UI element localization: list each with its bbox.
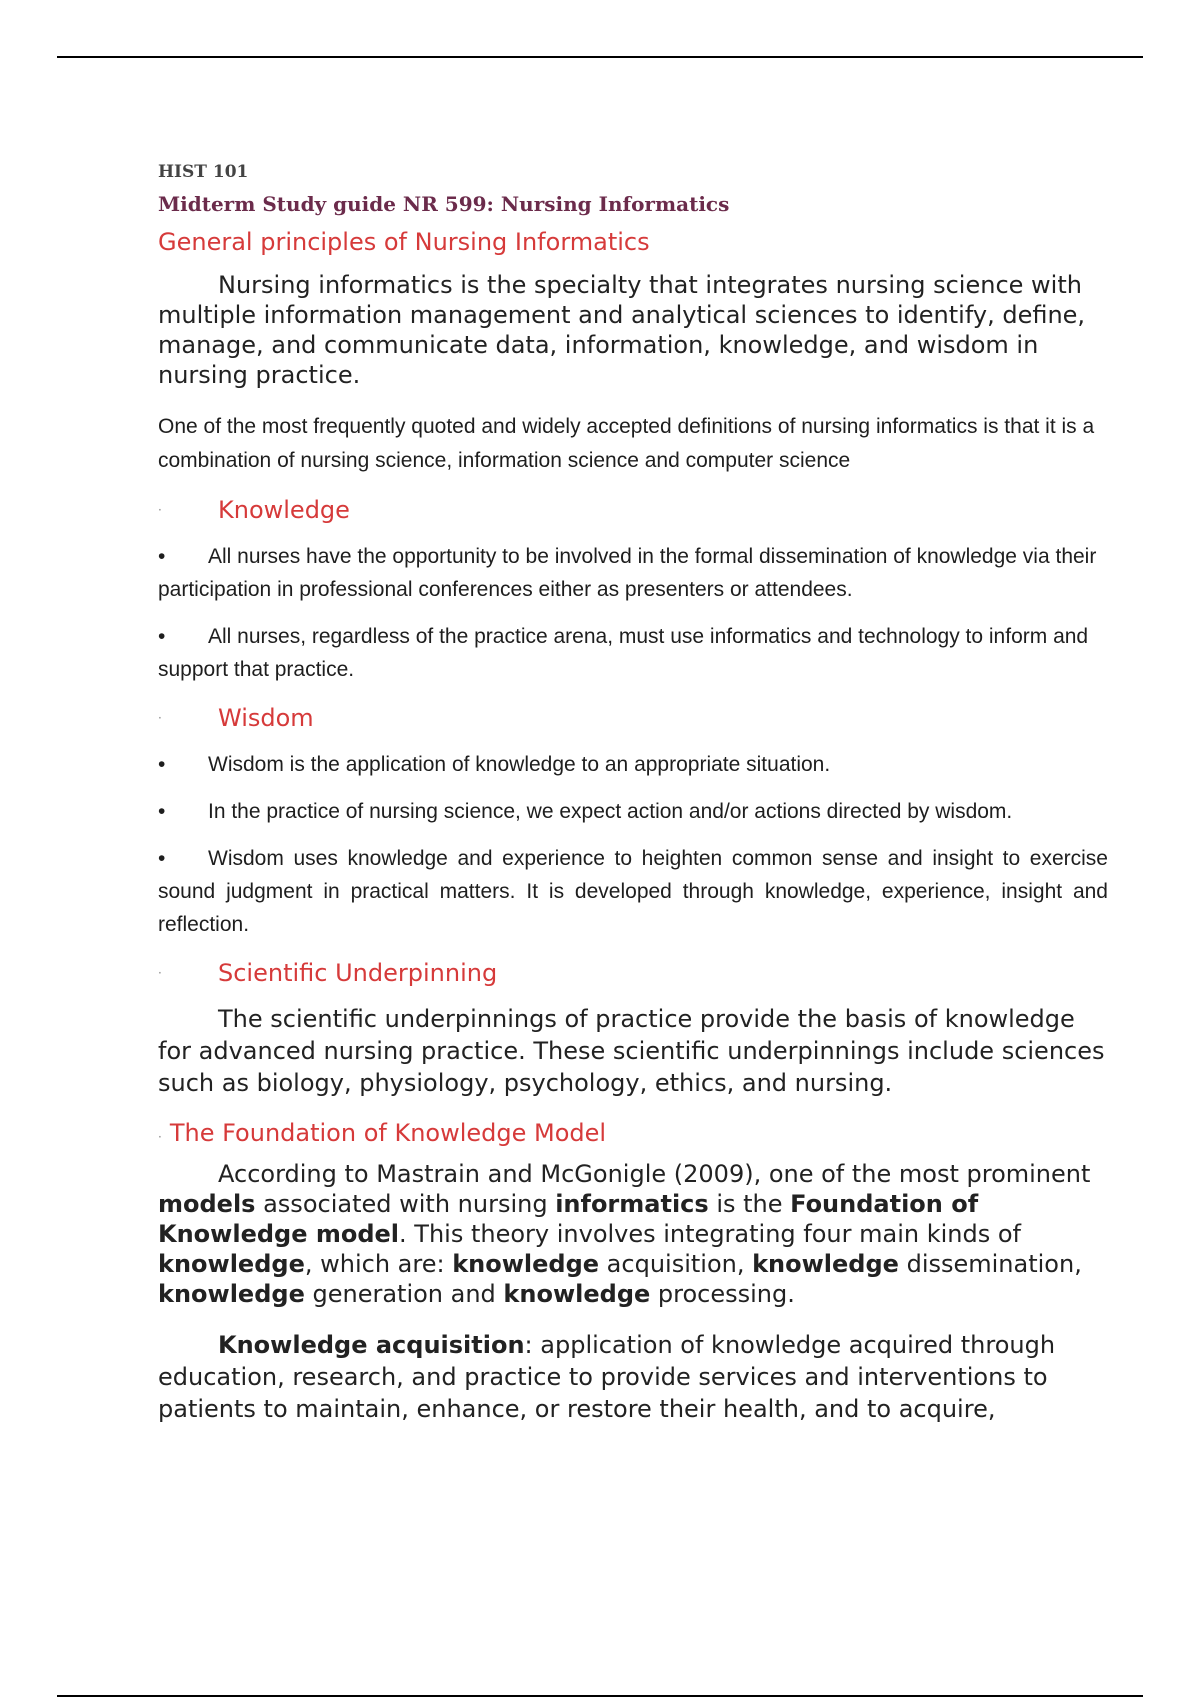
paragraph-scientific-underpinnings: The scientific underpinnings of practice provide the basis of knowledge for advanced nursing practice. These scientific underpinnings include sciences such as biology, physiology, psychology, ethics, and nursing.: [158, 1005, 1105, 1097]
bullet-marker: •: [158, 847, 166, 870]
bullet-marker: •: [158, 545, 166, 568]
paragraph-definition-intro: Nursing informatics is the specialty that integrates nursing science with multiple information management and analytical sciences to identify, define, manage, and communicate data, information, knowledge, and wisdom in nursing practice.: [158, 271, 1086, 389]
paragraph-definition-quoted: One of the most frequently quoted and widely accepted definitions of nursing informatics is that it is a combination of nursing science, information science and computer science: [158, 415, 1095, 472]
heading-wisdom-label: Wisdom: [218, 704, 314, 732]
list-item-text: All nurses, regardless of the practice arena, must use informatics and technology to inform and support that practice.: [158, 625, 1089, 681]
bullet-dot: ·: [158, 966, 162, 980]
list-item-text: In the practice of nursing science, we expect action and/or actions directed by wisdom.: [208, 800, 1013, 823]
list-item: [158, 748, 1108, 781]
list-item: [158, 795, 1108, 828]
document-page: [158, 162, 1108, 1445]
list-item-text: All nurses have the opportunity to be involved in the formal dissemination of knowledge via their participation in professional conferences either as presenters or attendees.: [158, 545, 1097, 601]
course-code: HIST 101: [158, 162, 249, 182]
heading-foundation-label: The Foundation of Knowledge Model: [169, 1119, 607, 1147]
bullet-dot: ·: [158, 503, 162, 517]
list-item-text: Wisdom is the application of knowledge to an appropriate situation.: [208, 753, 831, 776]
bullet-dot: ·: [158, 1130, 162, 1144]
document-title: Midterm Study guide NR 599: Nursing Informatics: [158, 192, 730, 216]
heading-scientific-underpinning: [158, 959, 1108, 987]
bullet-marker: •: [158, 625, 166, 648]
bullet-marker: •: [158, 753, 166, 776]
heading-scientific-label: Scientific Underpinning: [218, 959, 498, 987]
list-item: [158, 842, 1108, 941]
list-item-text: Wisdom uses knowledge and experience to heighten common sense and insight to exercise sound judgment in practical matters. It is developed through knowledge, experience, insight and reflection.: [158, 847, 1108, 936]
heading-wisdom: [158, 704, 1108, 732]
heading-general-principles: General principles of Nursing Informatics: [158, 228, 650, 256]
bottom-rule: [57, 1695, 1143, 1697]
top-rule: [57, 56, 1143, 58]
term-knowledge-acquisition: Knowledge acquisition: [218, 1331, 525, 1359]
heading-knowledge: [158, 496, 1108, 524]
list-item: [158, 540, 1108, 606]
heading-knowledge-label: Knowledge: [218, 496, 350, 524]
heading-foundation-of-knowledge: [158, 1119, 1108, 1147]
bullet-marker: •: [158, 800, 166, 823]
bullet-dot: ·: [158, 711, 162, 725]
paragraph-knowledge-acquisition: Knowledge acquisition: application of knowledge acquired through education, research, and practice to provide services and interventions to patients to maintain, enhance, or restore their health, and to acquire,: [158, 1331, 1056, 1423]
list-item: [158, 620, 1108, 686]
paragraph-foundation-model: According to Mastrain and McGonigle (2009), one of the most prominent models associated with nursing informatics is the Foundation of Knowledge model. This theory involves integrating four main kinds of knowledge, which are: knowledge acquisition, knowledge dissemination, knowledge generation and knowledge processing.: [158, 1160, 1091, 1308]
